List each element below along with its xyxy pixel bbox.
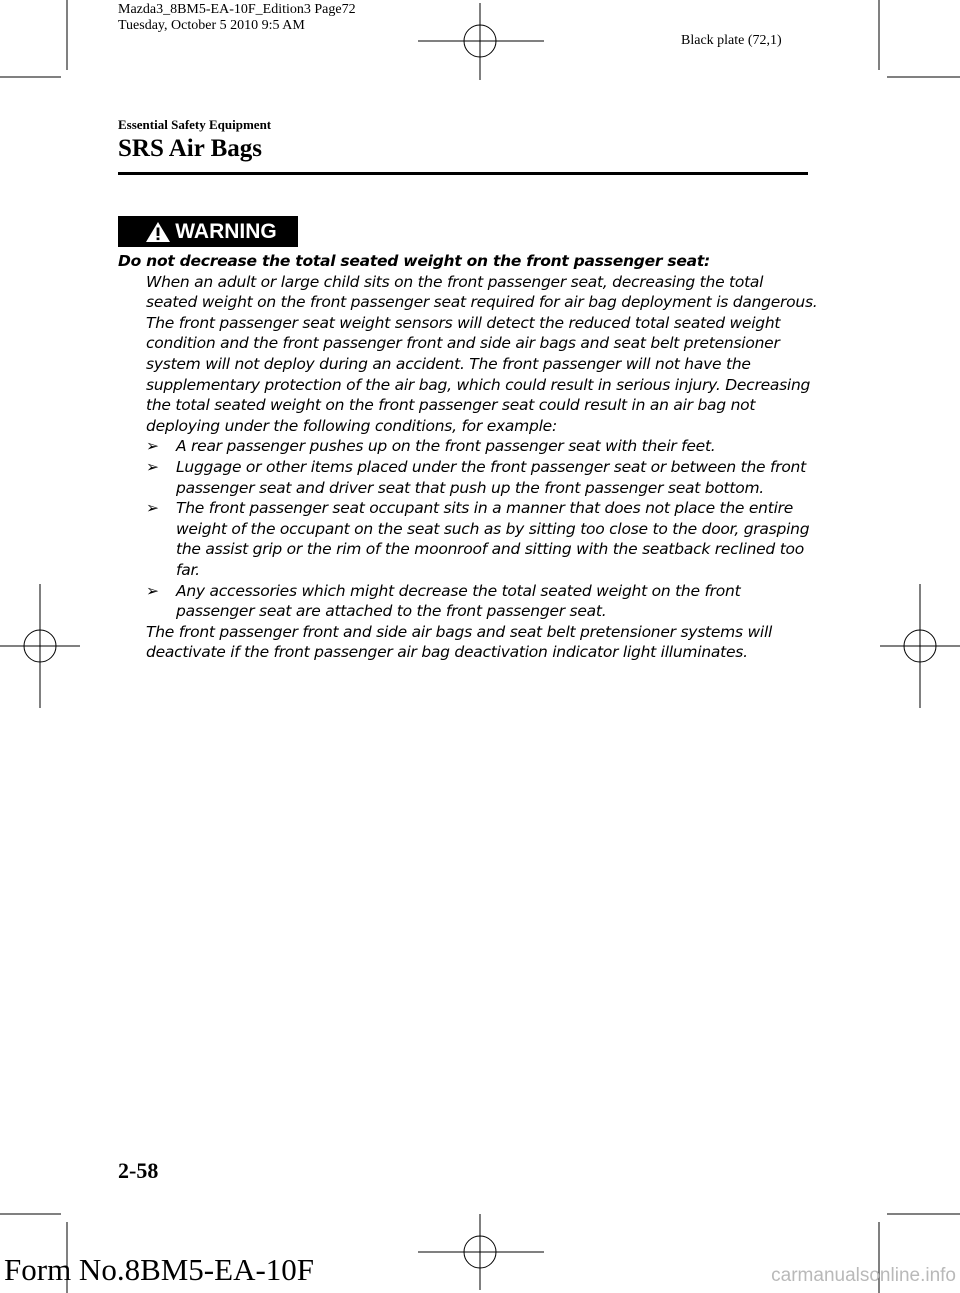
- print-job-line-1: Mazda3_8BM5-EA-10F_Edition3 Page72: [118, 2, 356, 17]
- warning-label: WARNING: [175, 219, 277, 243]
- list-item: [118, 581, 818, 622]
- watermark-link[interactable]: carmanualsonline.info: [771, 1265, 956, 1286]
- arrow-bullet-icon: ➢: [146, 499, 159, 518]
- list-item: [118, 457, 818, 498]
- section-label: Essential Safety Equipment: [118, 117, 272, 132]
- warning-body: [118, 251, 818, 663]
- list-item-text: Any accessories which might decrease the total seated weight on the front passenger seat are attached to the front passenger seat.: [176, 581, 741, 621]
- warning-heading: Do not decrease the total seated weight on the front passenger seat:: [118, 252, 710, 270]
- print-job-info: [118, 2, 356, 34]
- page-title: SRS Air Bags: [118, 135, 263, 162]
- list-item-text: Luggage or other items placed under the front passenger seat or between the front passenger seat and driver seat that push up the front passenger seat bottom.: [176, 457, 806, 497]
- title-divider: [118, 172, 808, 175]
- warning-triangle-icon: [145, 221, 171, 243]
- arrow-bullet-icon: ➢: [146, 437, 159, 456]
- page-number: 2-58: [118, 1158, 159, 1183]
- warning-intro: When an adult or large child sits on the front passenger seat, decreasing the total seated weight on the front passenger seat required for air bag deployment is dangerous. The front passenger seat weight sensors will detect the reduced total seated weight condition and the front passenger front and side air bags and seat belt pretensioner system will not deploy during an accident. The front passenger will not have the supplementary protection of the air bag, which could result in serious injury. Decreasing the total seated weight on the front passenger seat could result in an air bag not deploying under the following conditions, for example:: [146, 272, 818, 435]
- plate-info: Black plate (72,1): [681, 33, 782, 48]
- print-job-line-2: Tuesday, October 5 2010 9:5 AM: [118, 18, 305, 33]
- list-item-text: A rear passenger pushes up on the front passenger seat with their feet.: [176, 437, 716, 456]
- arrow-bullet-icon: ➢: [146, 581, 159, 600]
- list-item: [118, 436, 818, 457]
- warning-badge: [118, 216, 298, 247]
- list-item: [118, 498, 818, 580]
- arrow-bullet-icon: ➢: [146, 457, 159, 476]
- form-number: Form No.8BM5-EA-10F: [4, 1252, 315, 1287]
- list-item-text: The front passenger seat occupant sits in a manner that does not place the entire weight of the occupant on the seat such as by sitting too close to the door, grasping the assist grip or the rim of the moonroof and sitting with the seatback reclined too far.: [176, 499, 810, 579]
- warning-closing: The front passenger front and side air bags and seat belt pretensioner systems will deactivate if the front passenger air bag deactivation indicator light illuminates.: [146, 622, 773, 662]
